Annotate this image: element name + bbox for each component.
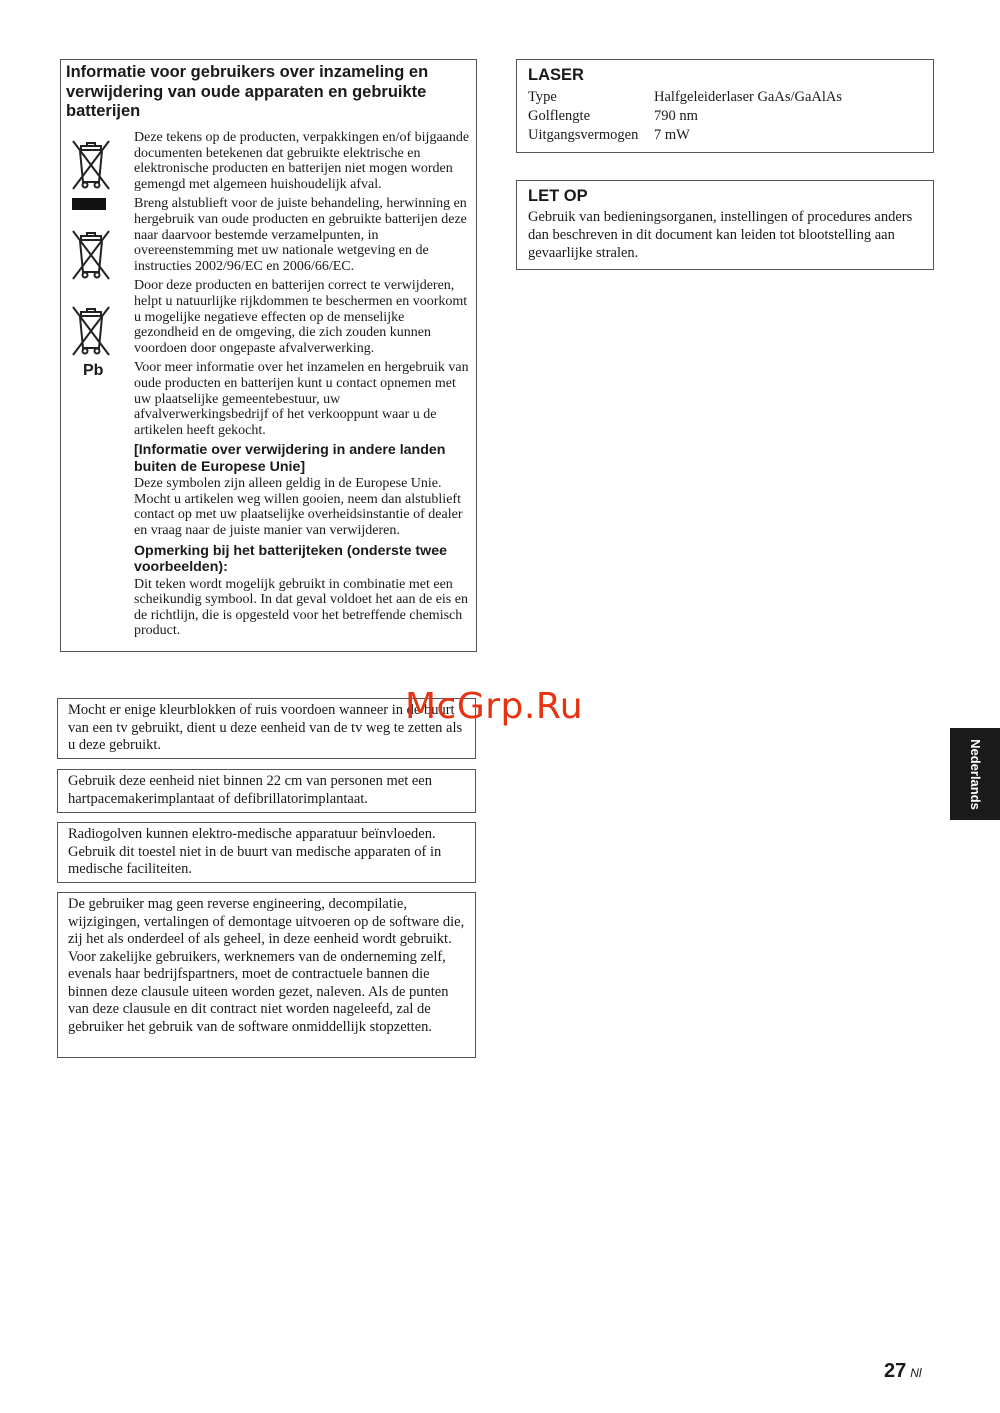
non-eu-heading: [Informatie over verwijdering in andere landen buiten de Europese Unie] (134, 442, 446, 475)
language-side-tab (950, 728, 1000, 820)
notice-text: Mocht er enige kleurblokken of ruis voordoen wanneer in de buurt van een tv gebruikt, dient u deze eenheid van de tv weg te zetten als u deze gebruikt. (68, 702, 463, 753)
weee-info-box (60, 59, 477, 652)
weee-paragraph: Breng alstublieft voor de juiste behandeling, herwinning en hergebruik van oude producten en gebruikte batterijen deze naar daarvoor bestemde verzamelpunten, in overeenstemming met uw nationale wetgeving en de instructies 2002/96/EC en 2006/66/EC. (134, 196, 467, 274)
non-eu-text: Deze symbolen zijn alleen geldig in de Europese Unie. Mocht u artikelen weg willen gooien, neem dan alstublieft contact op met uw plaatselijke overheidsinstantie of dealer en vraag naar de juiste manier van verwijderen. (134, 476, 463, 539)
battery-note-text: Dit teken wordt mogelijk gebruikt in combinatie met een scheikundig symbool. In dat geval voldoet het aan de eis en de richtlijn, die is opgesteld voor het betreffende chemisch product. (134, 576, 468, 639)
laser-title: LASER (528, 66, 584, 84)
notice-text: De gebruiker mag geen reverse engineering, decompilatie, wijzigingen, vertalingen of demontage uitvoeren op de software die, zij het als onderdeel of als geheel, in deze eenheid wordt gebruikt. Voor zakelijke gebruikers, werknemers van de onderneming zelf, evenals haar bedrijfspartners, moet de contractuele bannen die binnen deze clausule uiteen worden gezet, naleven. Als de punten van deze clausule en dit contract niet worden nageleefd, zal de gebruiker het gebruik van de software onmiddellijk stopzetten. (68, 896, 465, 1035)
laser-box (516, 59, 934, 153)
caution-text: Gebruik van bedieningsorganen, instellingen of procedures anders dan beschreven in dit document kan leiden tot blootstelling aan gevaarlijke stralen. (528, 208, 913, 261)
weee-text-column (134, 130, 470, 643)
laser-spec-table (528, 88, 922, 144)
weee-paragraph: Voor meer informatie over het inzamelen en hergebruik van oude producten en batterijen kunt u contact opnemen met uw plaatselijke gemeentebestuur, uw afvalverwerkingsbedrijf of het verkooppunt waar u de artikelen heeft gekocht. (134, 360, 469, 438)
page-language-code: Nl (910, 1366, 922, 1380)
caution-box (516, 180, 934, 270)
crossed-bin-icon (67, 228, 117, 282)
crossed-bin-icon (67, 138, 117, 192)
pb-chemical-symbol: Pb (83, 362, 104, 379)
weee-paragraph: Deze tekens op de producten, verpakkingen en/of bijgaande documenten betekenen dat gebruikte elektrische en elektronische producten en batterijen niet mogen worden gemengd met algemeen huishoudelijk afval. (134, 130, 470, 192)
laser-value: Halfgeleiderlaser GaAs/GaAlAs (654, 88, 843, 105)
notice-box (57, 769, 476, 813)
crossed-bin-icon (67, 304, 117, 358)
watermark: McGrp.Ru (405, 686, 584, 727)
notice-text: Radiogolven kunnen elektro-medische apparatuur beïnvloeden. Gebruik dit toestel niet in de buurt van medische apparaten of in medische faciliteiten. (68, 826, 442, 877)
notice-box (57, 822, 476, 883)
caution-title: LET OP (528, 187, 588, 205)
laser-label: Uitgangsvermogen (528, 126, 639, 143)
laser-value: 7 mW (654, 126, 690, 143)
notice-box (57, 892, 476, 1058)
recycling-icons (67, 138, 117, 380)
battery-note-heading: Opmerking bij het batterijteken (onderste twee voorbeelden): (134, 542, 447, 576)
notice-text: Gebruik deze eenheid niet binnen 22 cm van personen met een hartpacemakerimplantaat of defibrillatorimplantaat. (68, 773, 432, 807)
page-number-value: 27 (884, 1360, 907, 1382)
weee-paragraph: Door deze producten en batterijen correct te verwijderen, helpt u natuurlijke rijkdommen te beschermen en voorkomt u mogelijke negatieve effecten op de menselijke gezondheid en de omgeving, die zich zouden kunnen voordoen door ongepaste afvalverwerking. (134, 278, 468, 356)
language-tab-label: Nederlands (967, 738, 983, 810)
laser-label: Golflengte (528, 107, 591, 124)
laser-value: 790 nm (654, 107, 698, 124)
weee-title: Informatie voor gebruikers over inzameling en verwijdering van oude apparaten en gebruikte batterijen (66, 63, 429, 120)
laser-label: Type (528, 88, 557, 105)
page-number (884, 1360, 922, 1383)
